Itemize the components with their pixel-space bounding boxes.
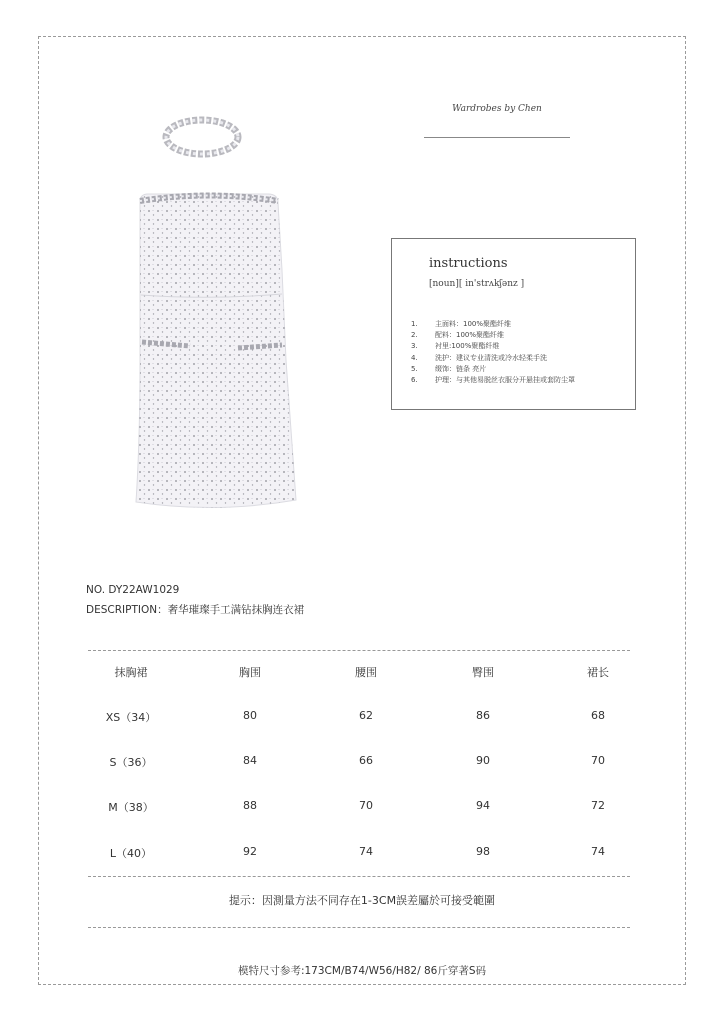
table-cell: 88: [243, 799, 257, 812]
table-row: [76, 709, 656, 729]
product-image: [120, 110, 320, 530]
instruction-item: 4. 洗护：建议专业清洗或冷水轻柔手洗: [411, 353, 547, 362]
table-row: [76, 754, 656, 774]
divider: [88, 927, 630, 928]
table-cell: 72: [591, 799, 605, 812]
instruction-item: 6. 护理：与其他易脱丝衣服分开悬挂或套防尘罩: [411, 376, 575, 385]
table-cell: 70: [591, 754, 605, 767]
table-cell: 74: [359, 845, 373, 858]
table-cell: 84: [243, 754, 257, 767]
table-cell: 90: [476, 754, 490, 767]
divider: [88, 650, 630, 651]
table-cell: S（36）: [109, 756, 153, 769]
measurement-note: 提示：因測量方法不同存在1-3CM誤差屬於可接受範圍: [228, 894, 496, 907]
table-cell: 94: [476, 799, 490, 812]
instruction-item: 3. 衬里:100%聚酯纤维: [411, 342, 500, 351]
table-cell: 68: [591, 709, 605, 722]
divider: [88, 876, 630, 877]
table-cell: 66: [359, 754, 373, 767]
product-number: NO. DY22AW1029: [86, 584, 180, 596]
table-cell: 86: [476, 709, 490, 722]
instructions-box: [391, 238, 636, 410]
table-cell: 62: [359, 709, 373, 722]
table-cell: L（40）: [109, 847, 153, 860]
instructions-list: [411, 319, 575, 386]
table-cell: 92: [243, 845, 257, 858]
table-row: [76, 845, 656, 865]
necklace: [166, 120, 238, 154]
table-cell: M（38）: [108, 801, 154, 814]
instruction-item: 5. 缀饰：链条 亮片: [411, 364, 487, 373]
table-header-row: [76, 664, 656, 684]
table-row: [76, 799, 656, 819]
instruction-item: 1. 主面料：100%聚酯纤维: [411, 320, 512, 328]
table-cell: 80: [243, 709, 257, 722]
table-cell: 70: [359, 799, 373, 812]
instruction-item: 2. 配料：100%聚酯纤维: [411, 331, 505, 340]
table-header: 抹胸裙: [114, 666, 148, 679]
table-cell: XS（34）: [105, 711, 157, 724]
instructions-phonetic: [noun][ in'strʌkʃənz ]: [429, 279, 525, 289]
table-cell: 74: [591, 845, 605, 858]
table-header: 腰围: [355, 666, 377, 679]
table-cell: 98: [476, 845, 490, 858]
brand-underline: [424, 137, 570, 138]
table-header: 裙长: [587, 666, 609, 679]
instructions-title: instructions: [429, 256, 508, 271]
brand-signature: Wardrobes by Chen: [452, 104, 542, 114]
product-description: DESCRIPTION：奢华璀璨手工满钻抹胸连衣裙: [86, 604, 305, 616]
table-header: 臀围: [472, 666, 494, 679]
dress: [136, 194, 296, 508]
table-header: 胸围: [239, 666, 261, 679]
model-size-reference: 模特尺寸参考:173CM/B74/W56/H82/ 86斤穿著S码: [237, 965, 487, 977]
